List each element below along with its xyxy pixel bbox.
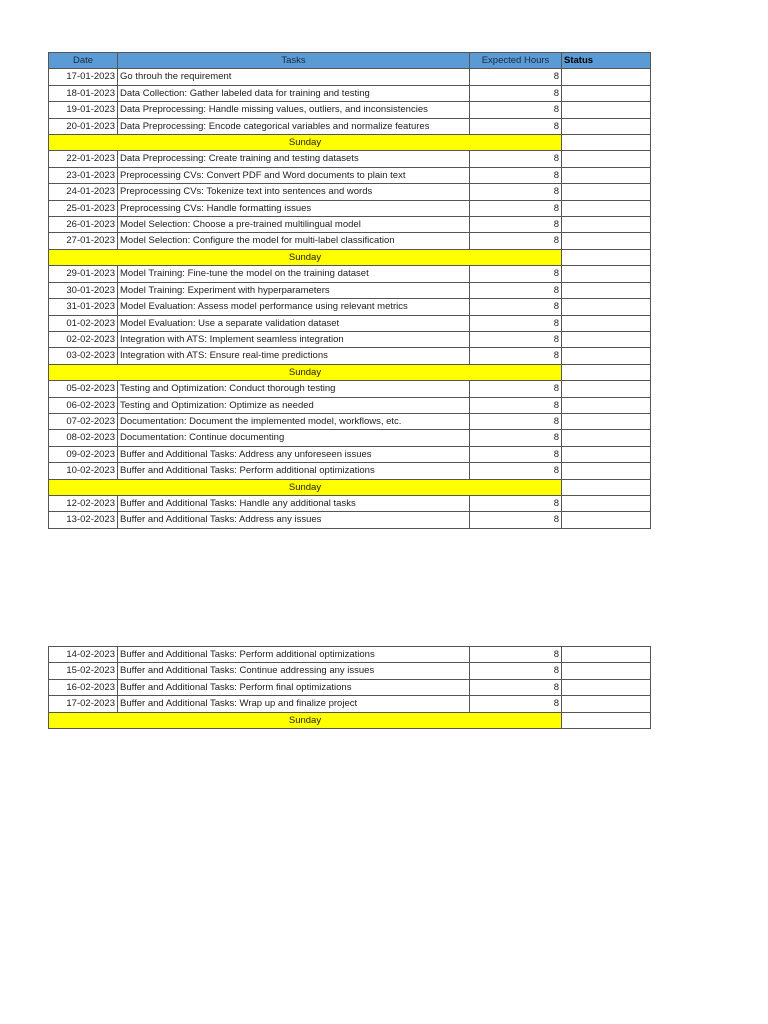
sunday-label[interactable]: Sunday [49, 479, 562, 495]
table-row [49, 413, 651, 429]
header-tasks: Tasks [118, 53, 470, 69]
hours-cell[interactable]: 8 [470, 348, 562, 364]
task-cell[interactable]: Model Selection: Choose a pre-trained multilingual model [118, 217, 470, 233]
status-cell[interactable] [562, 135, 651, 151]
task-cell[interactable]: Model Training: Fine-tune the model on the training dataset [118, 266, 470, 282]
task-cell[interactable]: Preprocessing CVs: Handle formatting issues [118, 200, 470, 216]
table-row [49, 381, 651, 397]
status-cell[interactable] [562, 167, 651, 183]
hours-cell[interactable]: 8 [470, 233, 562, 249]
status-cell[interactable] [562, 463, 651, 479]
date-cell[interactable]: 09-02-2023 [49, 446, 118, 462]
sunday-row [49, 712, 651, 728]
hours-cell[interactable]: 8 [470, 299, 562, 315]
table-row [49, 430, 651, 446]
status-cell[interactable] [562, 69, 651, 85]
date-cell[interactable]: 08-02-2023 [49, 430, 118, 446]
hours-cell[interactable]: 8 [470, 430, 562, 446]
sunday-label[interactable]: Sunday [49, 135, 562, 151]
task-cell[interactable]: Buffer and Additional Tasks: Wrap up and finalize project [118, 696, 470, 712]
task-cell[interactable]: Model Evaluation: Assess model performance using relevant metrics [118, 299, 470, 315]
hours-cell[interactable]: 8 [470, 413, 562, 429]
sunday-row [49, 479, 651, 495]
status-cell[interactable] [562, 315, 651, 331]
status-cell[interactable] [562, 712, 651, 728]
status-cell[interactable] [562, 381, 651, 397]
date-cell[interactable]: 07-02-2023 [49, 413, 118, 429]
task-cell[interactable]: Model Training: Experiment with hyperparameters [118, 282, 470, 298]
header-date: Date [49, 53, 118, 69]
status-cell[interactable] [562, 102, 651, 118]
date-cell[interactable]: 30-01-2023 [49, 282, 118, 298]
hours-cell[interactable]: 8 [470, 331, 562, 347]
task-cell[interactable]: Integration with ATS: Ensure real-time predictions [118, 348, 470, 364]
status-cell[interactable] [562, 233, 651, 249]
hours-cell[interactable]: 8 [470, 381, 562, 397]
table-row [49, 200, 651, 216]
date-cell[interactable]: 02-02-2023 [49, 331, 118, 347]
status-cell[interactable] [562, 266, 651, 282]
table-row [49, 397, 651, 413]
table-row [49, 679, 651, 695]
task-cell[interactable]: Data Preprocessing: Encode categorical variables and normalize features [118, 118, 470, 134]
status-cell[interactable] [562, 200, 651, 216]
hours-cell[interactable]: 8 [470, 463, 562, 479]
date-cell[interactable]: 22-01-2023 [49, 151, 118, 167]
date-cell[interactable]: 20-01-2023 [49, 118, 118, 134]
table-row [49, 463, 651, 479]
table-row [49, 348, 651, 364]
date-cell[interactable]: 17-02-2023 [49, 696, 118, 712]
status-cell[interactable] [562, 446, 651, 462]
date-cell[interactable]: 15-02-2023 [49, 663, 118, 679]
table-row [49, 282, 651, 298]
task-cell[interactable]: Buffer and Additional Tasks: Continue addressing any issues [118, 663, 470, 679]
sunday-label[interactable]: Sunday [49, 712, 562, 728]
status-cell[interactable] [562, 679, 651, 695]
status-cell[interactable] [562, 413, 651, 429]
table-row [49, 663, 651, 679]
table-row [49, 233, 651, 249]
hours-cell[interactable]: 8 [470, 663, 562, 679]
table-row [49, 647, 651, 663]
task-cell[interactable]: Integration with ATS: Implement seamless integration [118, 331, 470, 347]
table-row [49, 184, 651, 200]
task-cell[interactable]: Documentation: Document the implemented model, workflows, etc. [118, 413, 470, 429]
schedule-body [49, 69, 651, 528]
task-cell[interactable]: Data Collection: Gather labeled data for training and testing [118, 85, 470, 101]
status-cell[interactable] [562, 217, 651, 233]
schedule-table [48, 52, 651, 529]
status-cell[interactable] [562, 495, 651, 511]
hours-cell[interactable]: 8 [470, 266, 562, 282]
hours-cell[interactable]: 8 [470, 446, 562, 462]
date-cell[interactable]: 19-01-2023 [49, 102, 118, 118]
status-cell[interactable] [562, 299, 651, 315]
hours-cell[interactable]: 8 [470, 397, 562, 413]
status-cell[interactable] [562, 479, 651, 495]
header-row [49, 53, 651, 69]
status-cell[interactable] [562, 184, 651, 200]
table-row [49, 446, 651, 462]
date-cell[interactable]: 06-02-2023 [49, 397, 118, 413]
sunday-row [49, 364, 651, 380]
date-cell[interactable]: 14-02-2023 [49, 647, 118, 663]
date-cell[interactable]: 26-01-2023 [49, 217, 118, 233]
hours-cell[interactable]: 8 [470, 647, 562, 663]
hours-cell[interactable]: 8 [470, 679, 562, 695]
task-cell[interactable]: Data Preprocessing: Handle missing values, outliers, and inconsistencies [118, 102, 470, 118]
date-cell[interactable]: 18-01-2023 [49, 85, 118, 101]
hours-cell[interactable]: 8 [470, 512, 562, 528]
status-cell[interactable] [562, 282, 651, 298]
status-cell[interactable] [562, 331, 651, 347]
date-cell[interactable]: 10-02-2023 [49, 463, 118, 479]
header-status: Status [562, 53, 651, 69]
schedule-table-continued [48, 646, 651, 729]
date-cell[interactable]: 31-01-2023 [49, 299, 118, 315]
task-cell[interactable]: Buffer and Additional Tasks: Handle any additional tasks [118, 495, 470, 511]
task-cell[interactable]: Data Preprocessing: Create training and testing datasets [118, 151, 470, 167]
date-cell[interactable]: 24-01-2023 [49, 184, 118, 200]
hours-cell[interactable]: 8 [470, 69, 562, 85]
task-cell[interactable]: Buffer and Additional Tasks: Perform additional optimizations [118, 463, 470, 479]
hours-cell[interactable]: 8 [470, 315, 562, 331]
status-cell[interactable] [562, 430, 651, 446]
date-cell[interactable]: 23-01-2023 [49, 167, 118, 183]
task-cell[interactable]: Buffer and Additional Tasks: Perform final optimizations [118, 679, 470, 695]
task-cell[interactable]: Testing and Optimization: Optimize as needed [118, 397, 470, 413]
status-cell[interactable] [562, 647, 651, 663]
date-cell[interactable]: 13-02-2023 [49, 512, 118, 528]
table-row [49, 118, 651, 134]
table-row [49, 151, 651, 167]
date-cell[interactable]: 01-02-2023 [49, 315, 118, 331]
hours-cell[interactable]: 8 [470, 118, 562, 134]
task-cell[interactable]: Buffer and Additional Tasks: Address any issues [118, 512, 470, 528]
date-cell[interactable]: 29-01-2023 [49, 266, 118, 282]
date-cell[interactable]: 16-02-2023 [49, 679, 118, 695]
sunday-label[interactable]: Sunday [49, 249, 562, 265]
task-cell[interactable]: Buffer and Additional Tasks: Address any unforeseen issues [118, 446, 470, 462]
sunday-row [49, 249, 651, 265]
hours-cell[interactable]: 8 [470, 184, 562, 200]
schedule-body-continued [49, 647, 651, 729]
hours-cell[interactable]: 8 [470, 495, 562, 511]
task-cell[interactable]: Preprocessing CVs: Convert PDF and Word documents to plain text [118, 167, 470, 183]
date-cell[interactable]: 25-01-2023 [49, 200, 118, 216]
table-row [49, 315, 651, 331]
hours-cell[interactable]: 8 [470, 85, 562, 101]
status-cell[interactable] [562, 663, 651, 679]
hours-cell[interactable]: 8 [470, 102, 562, 118]
task-cell[interactable]: Documentation: Continue documenting [118, 430, 470, 446]
table-row [49, 299, 651, 315]
date-cell[interactable]: 03-02-2023 [49, 348, 118, 364]
task-cell[interactable]: Model Selection: Configure the model for multi-label classification [118, 233, 470, 249]
table-row [49, 69, 651, 85]
table-row [49, 85, 651, 101]
table-row [49, 331, 651, 347]
status-cell[interactable] [562, 364, 651, 380]
task-cell[interactable]: Go throuh the requirement [118, 69, 470, 85]
status-cell[interactable] [562, 696, 651, 712]
task-cell[interactable]: Model Evaluation: Use a separate validation dataset [118, 315, 470, 331]
hours-cell[interactable]: 8 [470, 282, 562, 298]
sunday-label[interactable]: Sunday [49, 364, 562, 380]
date-cell[interactable]: 12-02-2023 [49, 495, 118, 511]
date-cell[interactable]: 27-01-2023 [49, 233, 118, 249]
table-row [49, 217, 651, 233]
header-expected-hours: Expected Hours [470, 53, 562, 69]
status-cell[interactable] [562, 249, 651, 265]
status-cell[interactable] [562, 397, 651, 413]
status-cell[interactable] [562, 512, 651, 528]
status-cell[interactable] [562, 118, 651, 134]
status-cell[interactable] [562, 348, 651, 364]
status-cell[interactable] [562, 151, 651, 167]
date-cell[interactable]: 05-02-2023 [49, 381, 118, 397]
table-row [49, 167, 651, 183]
date-cell[interactable]: 17-01-2023 [49, 69, 118, 85]
table-row [49, 495, 651, 511]
hours-cell[interactable]: 8 [470, 151, 562, 167]
status-cell[interactable] [562, 85, 651, 101]
task-cell[interactable]: Testing and Optimization: Conduct thorough testing [118, 381, 470, 397]
sunday-row [49, 135, 651, 151]
table-row [49, 266, 651, 282]
task-cell[interactable]: Preprocessing CVs: Tokenize text into sentences and words [118, 184, 470, 200]
hours-cell[interactable]: 8 [470, 167, 562, 183]
hours-cell[interactable]: 8 [470, 217, 562, 233]
task-cell[interactable]: Buffer and Additional Tasks: Perform additional optimizations [118, 647, 470, 663]
table-row [49, 512, 651, 528]
hours-cell[interactable]: 8 [470, 200, 562, 216]
table-row [49, 696, 651, 712]
table-row [49, 102, 651, 118]
hours-cell[interactable]: 8 [470, 696, 562, 712]
